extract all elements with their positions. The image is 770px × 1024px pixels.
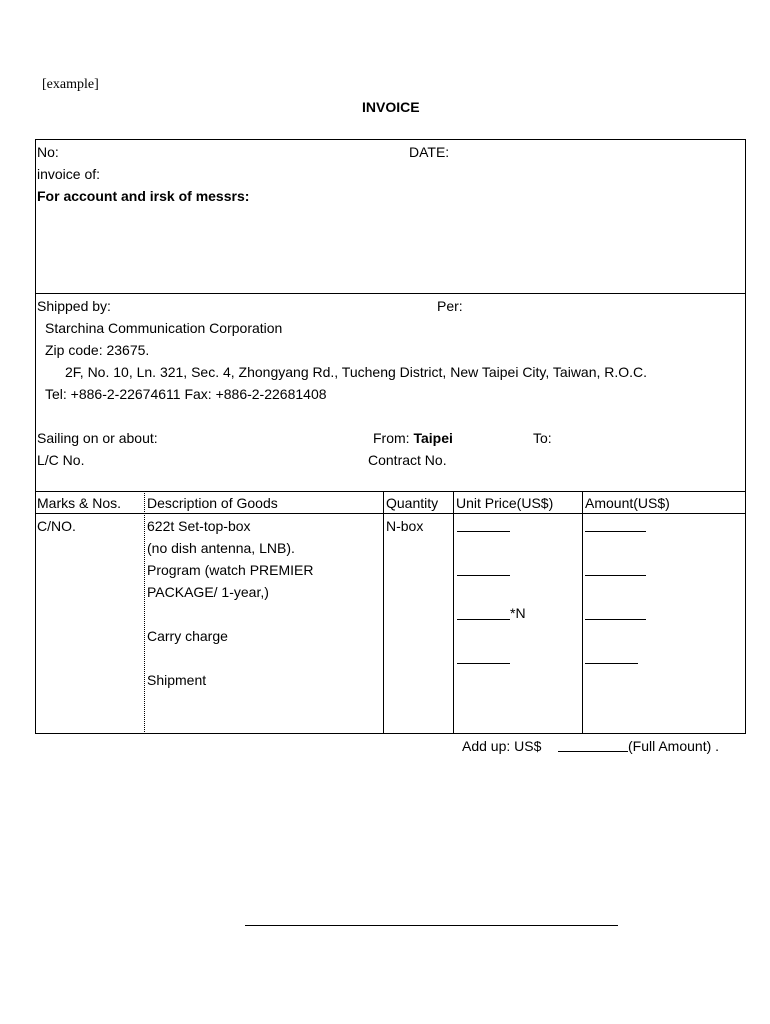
no-label: No: [37, 144, 59, 160]
column-divider-1 [144, 491, 145, 734]
column-divider-2 [383, 491, 384, 734]
date-label: DATE: [409, 144, 450, 160]
unit-price-blank [457, 619, 510, 620]
per-label: Per: [437, 298, 463, 314]
company-address: 2F, No. 10, Ln. 321, Sec. 4, Zhongyang Rd., Tucheng District, New Taipei City, Taiwan, R.O.C. [65, 364, 648, 380]
amount-blank [585, 663, 638, 664]
description-line: Carry charge [147, 628, 228, 644]
column-header-marks: Marks & Nos. [37, 495, 122, 511]
marks-value: C/NO. [37, 518, 76, 534]
divider-table-header [35, 513, 746, 514]
total-blank [558, 751, 628, 752]
column-header-description: Description of Goods [147, 495, 278, 511]
from-label: From: [373, 430, 410, 446]
column-divider-4 [582, 491, 583, 734]
description-line: (no dish antenna, LNB). [147, 540, 295, 556]
company-name: Starchina Communication Corporation [45, 320, 283, 336]
example-label: [example] [42, 77, 99, 92]
description-line: PACKAGE/ 1-year,) [147, 584, 269, 600]
from-field [373, 430, 453, 446]
description-line: Shipment [147, 672, 207, 688]
zip-code: Zip code: 23675. [45, 342, 150, 358]
total-label: Add up: US$ [462, 738, 542, 754]
column-header-quantity: Quantity [386, 495, 439, 511]
quantity-value: N-box [386, 518, 424, 534]
unit-price-blank [457, 663, 510, 664]
from-value: Taipei [413, 430, 453, 446]
column-divider-3 [453, 491, 454, 734]
invoice-title: INVOICE [362, 99, 420, 115]
description-line: 622t Set-top-box [147, 518, 251, 534]
total-suffix: (Full Amount) . [628, 738, 720, 754]
company-contact: Tel: +886-2-22674611 Fax: +886-2-22681408 [45, 386, 327, 402]
unit-price-blank [457, 531, 510, 532]
shipped-by-label: Shipped by: [37, 298, 111, 314]
description-line: Program (watch PREMIER [147, 562, 314, 578]
column-header-amount: Amount(US$) [585, 495, 670, 511]
divider-header [35, 293, 746, 294]
invoice-of-label: invoice of: [37, 166, 101, 182]
signature-line [245, 925, 618, 926]
to-label: To: [533, 430, 552, 446]
lc-label: L/C No. [37, 452, 85, 468]
contract-label: Contract No. [368, 452, 447, 468]
amount-blank [585, 619, 646, 620]
account-label: For account and irsk of messrs: [37, 188, 250, 204]
amount-blank [585, 531, 646, 532]
unit-price-blank [457, 575, 510, 576]
divider-shipping [35, 491, 746, 492]
column-header-unit-price: Unit Price(US$) [456, 495, 554, 511]
sailing-label: Sailing on or about: [37, 430, 158, 446]
amount-blank [585, 575, 646, 576]
unit-price-suffix: *N [510, 605, 526, 621]
